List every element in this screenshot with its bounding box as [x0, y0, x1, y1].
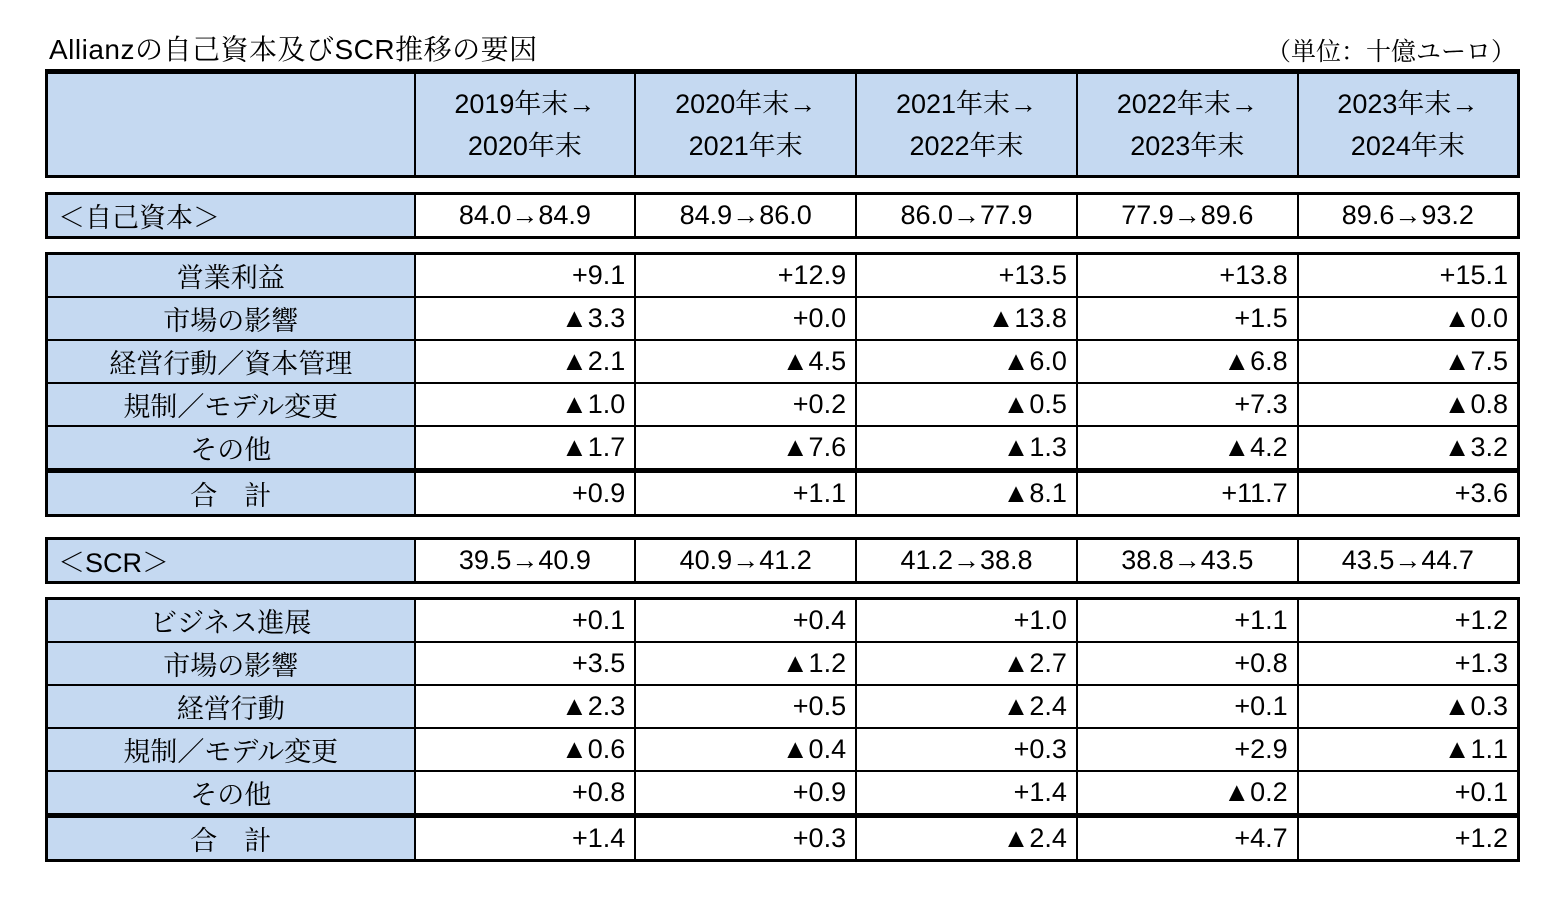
capital-summary-value: 84.9→86.0	[635, 194, 856, 238]
scr-value-cell: +4.7	[1077, 816, 1298, 861]
scr-summary-table	[45, 537, 1520, 584]
table-row-operating-profit	[47, 254, 1519, 298]
capital-summary-value: 77.9→89.6	[1077, 194, 1298, 238]
capital-value-cell: ▲1.3	[856, 426, 1077, 471]
table-row-regulation-model-change	[47, 728, 1519, 771]
table-row	[47, 73, 1519, 177]
scr-value-cell: +2.9	[1077, 728, 1298, 771]
capital-row-label: 営業利益	[47, 254, 415, 298]
period-end-line: 2024年末	[1350, 130, 1465, 161]
capital-value-cell: ▲13.8	[856, 297, 1077, 340]
capital-summary-value: 84.0→84.9	[415, 194, 636, 238]
table-row	[47, 539, 1519, 583]
scr-value-cell: +1.0	[856, 599, 1077, 643]
period-start-line: 2019年末→	[454, 88, 596, 119]
period-start-line: 2021年末→	[895, 88, 1038, 119]
period-start-line: 2020年末→	[675, 88, 817, 119]
scr-value-cell: +0.1	[1298, 771, 1519, 816]
scr-summary-value: 40.9→41.2	[635, 539, 856, 583]
scr-value-cell: +0.1	[415, 599, 636, 643]
scr-value-cell: +0.1	[1077, 685, 1298, 728]
scr-value-cell: ▲2.4	[856, 685, 1077, 728]
scr-value-cell: ▲1.2	[635, 642, 856, 685]
column-header-2023-2024	[1298, 73, 1519, 177]
capital-value-cell: +3.6	[1298, 471, 1519, 516]
capital-value-cell: ▲1.7	[415, 426, 636, 471]
scr-value-cell: +1.1	[1077, 599, 1298, 643]
capital-value-cell: ▲7.5	[1298, 340, 1519, 383]
period-end-line: 2021年末	[688, 130, 803, 161]
scr-value-cell: ▲2.3	[415, 685, 636, 728]
table-row-business-evolution	[47, 599, 1519, 643]
scr-value-cell: +1.2	[1298, 599, 1519, 643]
capital-section-label: ＜自己資本＞	[47, 194, 415, 238]
scr-row-label: その他	[47, 771, 415, 816]
scr-value-cell: +1.4	[856, 771, 1077, 816]
scr-summary-value: 38.8→43.5	[1077, 539, 1298, 583]
capital-value-cell: ▲3.2	[1298, 426, 1519, 471]
capital-summary-table	[45, 192, 1520, 239]
capital-value-cell: +9.1	[415, 254, 636, 298]
capital-summary-value: 89.6→93.2	[1298, 194, 1519, 238]
capital-value-cell: ▲7.6	[635, 426, 856, 471]
table-row-management-action	[47, 340, 1519, 383]
scr-value-cell: ▲0.2	[1077, 771, 1298, 816]
period-end-line: 2020年末	[467, 130, 582, 161]
scr-value-cell: +0.8	[415, 771, 636, 816]
period-end-line: 2023年末	[1130, 130, 1245, 161]
scr-value-cell: +0.3	[635, 816, 856, 861]
capital-value-cell: +0.9	[415, 471, 636, 516]
scr-value-cell: +1.3	[1298, 642, 1519, 685]
capital-value-cell: ▲4.5	[635, 340, 856, 383]
scr-value-cell: ▲0.4	[635, 728, 856, 771]
table-row-total	[47, 816, 1519, 861]
column-header-2019-2020	[415, 73, 636, 177]
scr-value-cell: ▲1.1	[1298, 728, 1519, 771]
capital-value-cell: +1.5	[1077, 297, 1298, 340]
capital-value-cell: ▲2.1	[415, 340, 636, 383]
table-row-market-impact	[47, 297, 1519, 340]
table-row-other	[47, 771, 1519, 816]
scr-value-cell: +1.4	[415, 816, 636, 861]
scr-value-cell: +0.8	[1077, 642, 1298, 685]
title-bar	[45, 28, 1520, 71]
capital-value-cell: ▲0.8	[1298, 383, 1519, 426]
scr-summary-value: 41.2→38.8	[856, 539, 1077, 583]
capital-row-label: その他	[47, 426, 415, 471]
capital-value-cell: ▲3.3	[415, 297, 636, 340]
figure-title: Allianzの自己資本及びSCR推移の要因	[49, 34, 538, 65]
table-row	[47, 194, 1519, 238]
capital-summary-value: 86.0→77.9	[856, 194, 1077, 238]
scr-row-label: 合 計	[47, 816, 415, 861]
capital-row-label: 経営行動／資本管理	[47, 340, 415, 383]
scr-row-label: 規制／モデル変更	[47, 728, 415, 771]
scr-row-label: 市場の影響	[47, 642, 415, 685]
unit-label: （単位：十億ユーロ）	[1265, 38, 1516, 66]
scr-value-cell: +0.5	[635, 685, 856, 728]
scr-value-cell: ▲2.7	[856, 642, 1077, 685]
capital-value-cell: ▲1.0	[415, 383, 636, 426]
capital-value-cell: ▲0.5	[856, 383, 1077, 426]
scr-value-cell: +0.9	[635, 771, 856, 816]
capital-value-cell: +0.0	[635, 297, 856, 340]
table-row-other	[47, 426, 1519, 471]
capital-row-label: 市場の影響	[47, 297, 415, 340]
table-row-market-impact	[47, 642, 1519, 685]
capital-value-cell: +13.5	[856, 254, 1077, 298]
capital-value-cell: ▲4.2	[1077, 426, 1298, 471]
capital-value-cell: ▲0.0	[1298, 297, 1519, 340]
capital-detail-table	[45, 252, 1520, 517]
scr-row-label: 経営行動	[47, 685, 415, 728]
capital-value-cell: +12.9	[635, 254, 856, 298]
period-start-line: 2023年末→	[1337, 88, 1479, 119]
scr-section-label: ＜SCR＞	[47, 539, 415, 583]
scr-summary-value: 43.5→44.7	[1298, 539, 1519, 583]
column-header-2020-2021	[635, 73, 856, 177]
scr-value-cell: +3.5	[415, 642, 636, 685]
scr-value-cell: ▲0.6	[415, 728, 636, 771]
scr-value-cell: +0.4	[635, 599, 856, 643]
period-start-line: 2022年末→	[1116, 88, 1258, 119]
capital-value-cell: ▲8.1	[856, 471, 1077, 516]
scr-value-cell: +0.3	[856, 728, 1077, 771]
scr-row-label: ビジネス進展	[47, 599, 415, 643]
capital-value-cell: ▲6.8	[1077, 340, 1298, 383]
capital-value-cell: +15.1	[1298, 254, 1519, 298]
capital-value-cell: +1.1	[635, 471, 856, 516]
period-header-table	[45, 71, 1520, 178]
table-row-regulation-model-change	[47, 383, 1519, 426]
capital-row-label: 合 計	[47, 471, 415, 516]
capital-value-cell: +0.2	[635, 383, 856, 426]
capital-value-cell: +13.8	[1077, 254, 1298, 298]
capital-value-cell: +7.3	[1077, 383, 1298, 426]
scr-value-cell: +1.2	[1298, 816, 1519, 861]
table-row-management-action	[47, 685, 1519, 728]
capital-value-cell: ▲6.0	[856, 340, 1077, 383]
column-header-2022-2023	[1077, 73, 1298, 177]
scr-summary-value: 39.5→40.9	[415, 539, 636, 583]
capital-value-cell: +11.7	[1077, 471, 1298, 516]
scr-detail-table	[45, 597, 1520, 862]
capital-row-label: 規制／モデル変更	[47, 383, 415, 426]
column-header-2021-2022	[856, 73, 1077, 177]
scr-value-cell: ▲2.4	[856, 816, 1077, 861]
table-row-total	[47, 471, 1519, 516]
period-end-line: 2022年末	[909, 130, 1024, 161]
scr-value-cell: ▲0.3	[1298, 685, 1519, 728]
corner-blank-cell	[47, 73, 415, 177]
